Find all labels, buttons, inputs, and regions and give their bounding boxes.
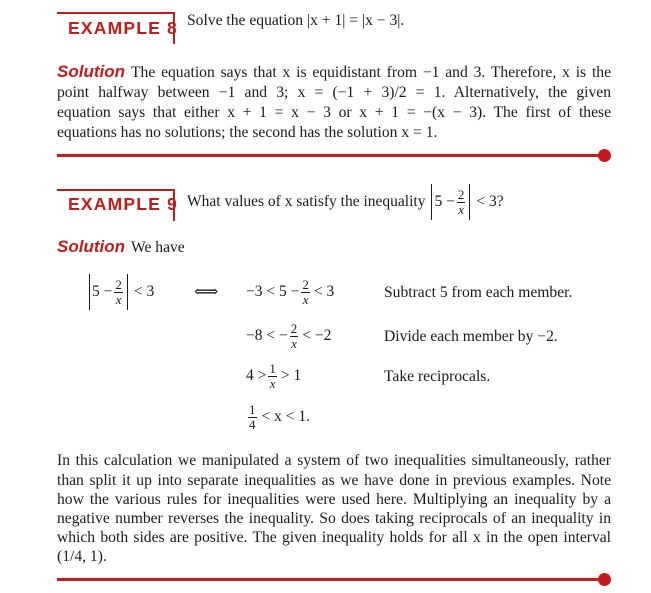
- solution-8-label: Solution: [57, 62, 125, 81]
- fraction-numerator: 1: [269, 360, 276, 376]
- section-divider-2-dot: [598, 573, 611, 586]
- solution-8-line-1: The equation says that x is equidistant from −1 and 3. Therefore, x is the: [131, 64, 611, 81]
- fraction-denominator: x: [291, 335, 297, 351]
- fraction-numerator: 1: [249, 401, 256, 417]
- fraction-denominator: x: [269, 375, 276, 391]
- fraction-denominator: x: [302, 291, 309, 307]
- solution-8-line-3: equation says that either x + 1 = x − 3 or x + 1 = −(x − 3). The first of these: [57, 104, 611, 121]
- step-4-math: [246, 397, 310, 437]
- closing-line-2: than split it up into separate inequalities as we have done in previous examples. Note: [57, 472, 611, 489]
- step-fraction: [268, 362, 277, 391]
- fraction-numerator: 2: [457, 186, 465, 202]
- example-9-top-rule: [57, 189, 175, 191]
- equivalence-arrow: ⟺: [194, 282, 219, 301]
- closing-line-3: how the various rules for inequalities were used here. Multiplying an inequality by a: [57, 491, 611, 508]
- step-1-math: [246, 272, 334, 312]
- closing-line-1: In this calculation we manipulated a system of two inequalities simultaneously, rather: [57, 452, 611, 469]
- step-fraction: [290, 322, 299, 351]
- section-divider-1: [57, 154, 605, 157]
- closing-line-6: (1/4, 1).: [57, 548, 107, 565]
- step-2-note: Divide each member by −2.: [384, 328, 558, 345]
- solution-9-label: Solution: [57, 237, 125, 256]
- example-9-q-fraction: [457, 188, 466, 217]
- step-3-note: Take reciprocals.: [384, 368, 491, 385]
- start-fraction: [114, 278, 123, 307]
- fraction-denominator: 4: [249, 416, 256, 432]
- closing-line-4: negative number reverses the inequality. So does taking reciprocals of an inequality in: [57, 510, 611, 527]
- example-9-q-left: 5 −: [434, 193, 455, 211]
- abs-bar-right: [127, 274, 128, 310]
- fraction-denominator: x: [115, 291, 122, 307]
- step-right: > 1: [280, 367, 302, 384]
- step-right: < x < 1.: [261, 408, 310, 425]
- fraction-denominator: x: [458, 201, 464, 217]
- section-divider-1-dot: [598, 149, 611, 162]
- abs-bar-left: [431, 184, 432, 220]
- start-inequality: [87, 272, 154, 312]
- fraction-numerator: 2: [290, 320, 298, 336]
- example-9-q-right: < 3?: [476, 193, 504, 211]
- step-right: < 3: [313, 283, 335, 300]
- step-left: −8 < −: [246, 327, 288, 344]
- start-right: < 3: [133, 283, 155, 300]
- abs-bar-left: [89, 274, 90, 310]
- step-left: −3 < 5 −: [246, 283, 300, 300]
- example-9-label: EXAMPLE 9: [68, 194, 178, 214]
- fraction-numerator: 2: [115, 276, 122, 292]
- example-9-question-prefix: What values of x satisfy the inequality: [187, 193, 426, 211]
- example-8-question: Solve the equation |x + 1| = |x − 3|.: [187, 12, 405, 29]
- step-left: 4 >: [246, 367, 267, 384]
- closing-line-5: which both sides are positive. The given inequality holds for all x in the open interval: [57, 529, 611, 546]
- example-9-question: [187, 181, 504, 223]
- step-fraction: [301, 278, 310, 307]
- fraction-numerator: 2: [302, 276, 309, 292]
- step-1-note: Subtract 5 from each member.: [384, 284, 573, 301]
- start-left: 5 −: [92, 283, 113, 300]
- step-3-math: [246, 356, 301, 396]
- solution-8-line-2: point halfway between −1 and 3; x = (−1 + 3)/2 = 1. Alternatively, the given: [57, 84, 611, 101]
- section-divider-2: [57, 578, 605, 581]
- solution-9-intro: We have: [131, 239, 185, 256]
- abs-bar-right: [469, 184, 470, 220]
- step-fraction: [248, 403, 257, 432]
- example-8-top-rule: [57, 12, 175, 14]
- step-2-math: [246, 316, 331, 356]
- solution-8-line-4: equations has no solutions; the second has the solution x = 1.: [57, 124, 438, 141]
- example-8-label: EXAMPLE 8: [68, 18, 178, 38]
- step-right: < −2: [302, 327, 332, 344]
